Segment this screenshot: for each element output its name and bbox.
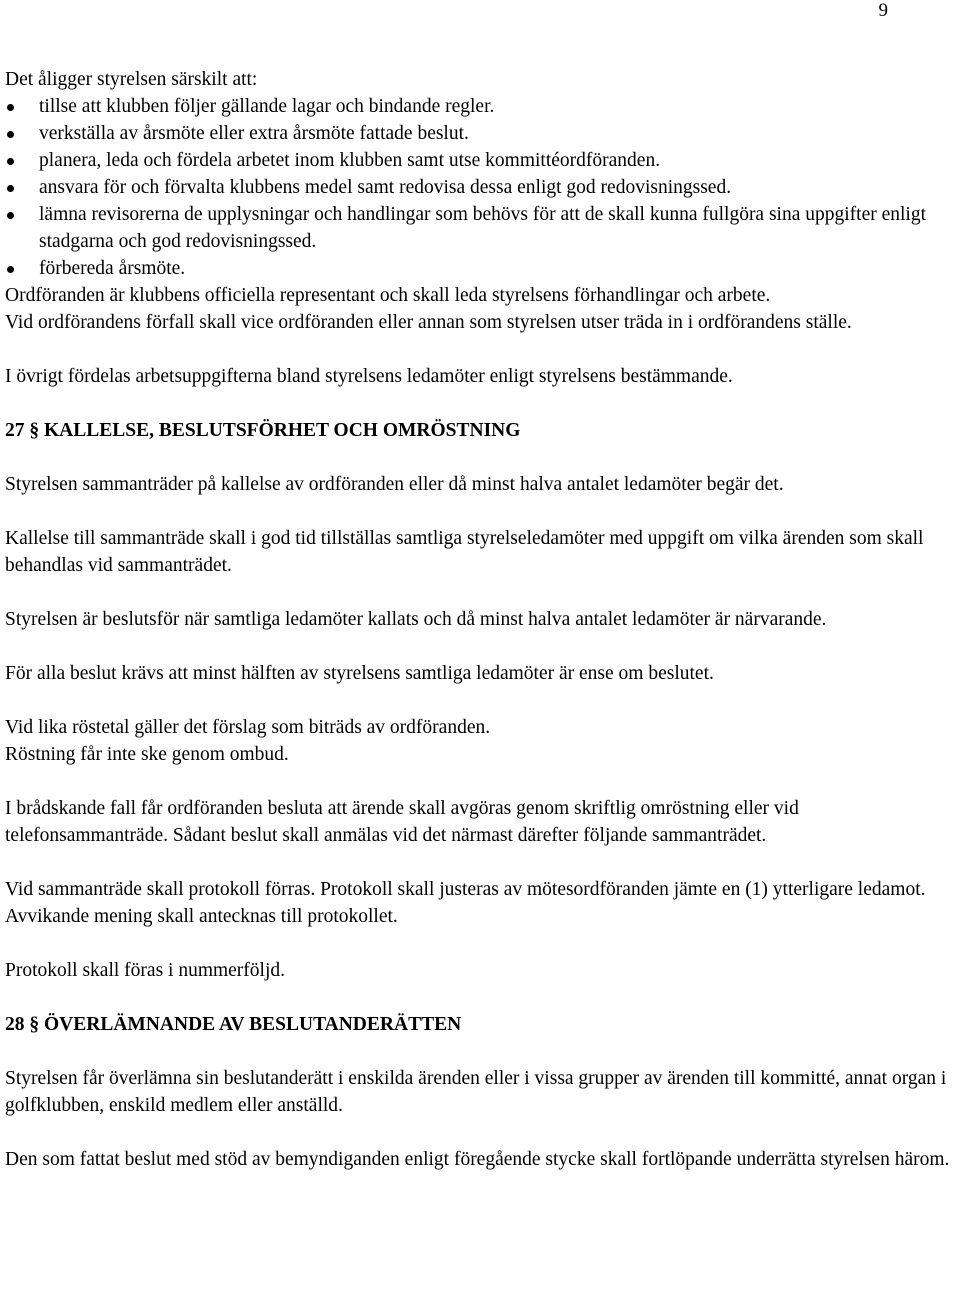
list-item: förbereda årsmöte.: [5, 255, 957, 282]
list-item: lämna revisorerna de upplysningar och handlingar som behövs för att de skall kunna fullgöra sina uppgifter enligt stadgarna och god redovisningssed.: [5, 201, 957, 255]
section-27-paragraph: Styrelsen sammanträder på kallelse av ordföranden eller då minst halva antalet ledamöter begär det.: [5, 474, 784, 495]
section-27-paragraph: Vid lika röstetal gäller det förslag som biträds av ordföranden.: [5, 717, 491, 738]
section-28-paragraph: Styrelsen får överlämna sin beslutanderätt i enskilda ärenden eller i vissa grupper av ärenden till kommitté, annat organ i golfklubben, enskild medlem eller anställd.: [5, 1068, 947, 1116]
bullet-icon: [7, 185, 14, 192]
section-27-heading: 27 § KALLELSE, BESLUTSFÖRHET OCH OMRÖSTNING: [5, 420, 521, 441]
list-item: tillse att klubben följer gällande lagar och bindande regler.: [5, 93, 957, 120]
section-27-paragraph: I brådskande fall får ordföranden besluta att ärende skall avgöras genom skriftlig omröstning eller vid telefonsammanträde. Sådant beslut skall anmälas vid det närmast därefter följande sammanträdet.: [5, 798, 799, 846]
bullet-icon: [7, 266, 14, 273]
section-27-paragraph: Kallelse till sammanträde skall i god tid tillställas samtliga styrelseledamöter med uppgift om vilka ärenden som skall behandlas vid sammanträdet.: [5, 528, 924, 576]
section-27-paragraph: Styrelsen är beslutsför när samtliga ledamöter kallats och då minst halva antalet ledamöter är närvarande.: [5, 609, 827, 630]
section-27-paragraph: För alla beslut krävs att minst hälften av styrelsens samtliga ledamöter är ense om beslutet.: [5, 663, 714, 684]
list-item: ansvara för och förvalta klubbens medel samt redovisa dessa enligt god redovisningssed.: [5, 174, 957, 201]
other-tasks-paragraph: I övrigt fördelas arbetsuppgifterna bland styrelsens ledamöter enligt styrelsens bestämmande.: [5, 366, 733, 387]
bullet-icon: [7, 131, 14, 138]
chair-paragraph: Ordföranden är klubbens officiella representant och skall leda styrelsens förhandlingar och arbete.: [5, 285, 771, 306]
section-28-heading: 28 § ÖVERLÄMNANDE AV BESLUTANDERÄTTEN: [5, 1014, 462, 1035]
list-item: planera, leda och fördela arbetet inom klubben samt utse kommittéordföranden.: [5, 147, 957, 174]
section-28-paragraph: Den som fattat beslut med stöd av bemyndiganden enligt föregående stycke skall fortlöpande underrätta styrelsen härom.: [5, 1149, 950, 1170]
bullet-icon: [7, 158, 14, 165]
bullet-icon: [7, 212, 14, 219]
section-27-paragraph: Protokoll skall föras i nummerföljd.: [5, 960, 286, 981]
document-body: [5, 66, 957, 1173]
list-item: verkställa av årsmöte eller extra årsmöte fattade beslut.: [5, 120, 957, 147]
duties-list: [5, 93, 957, 282]
duties-intro: Det åligger styrelsen särskilt att:: [5, 69, 258, 90]
section-27-paragraph: Röstning får inte ske genom ombud.: [5, 744, 289, 765]
vice-chair-paragraph: Vid ordförandens förfall skall vice ordföranden eller annan som styrelsen utser träda in i ordförandens ställe.: [5, 312, 852, 333]
section-27-paragraph: Avvikande mening skall antecknas till protokollet.: [5, 906, 398, 927]
section-27-paragraph: Vid sammanträde skall protokoll förras. Protokoll skall justeras av mötesordföranden jämte en (1) ytterligare ledamot.: [5, 879, 926, 900]
bullet-icon: [7, 104, 14, 111]
page-number: 9: [878, 0, 888, 21]
